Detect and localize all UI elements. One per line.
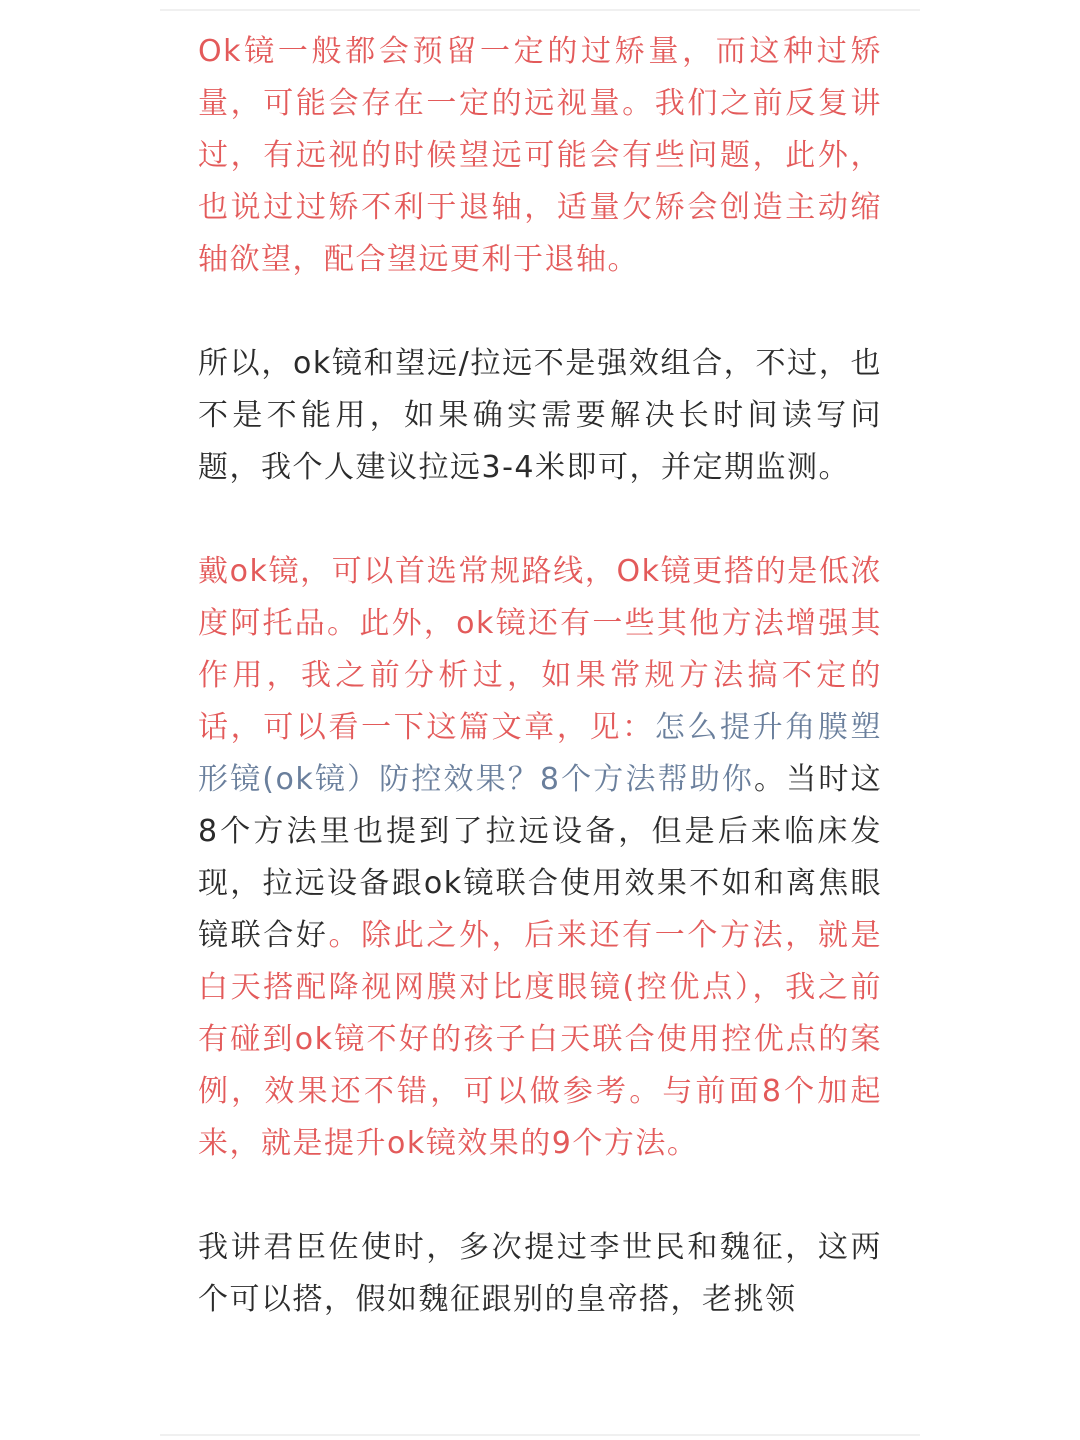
- paragraph-1: Ok镜一般都会预留一定的过矫量，而这种过矫量，可能会存在一定的远视量。我们之前反复讲过，有远视的时候望远可能会有些问题，此外，也说过过矫不利于退轴，适量欠矫会创造主动缩轴欲望，配合望远更利于退轴。: [198, 34, 882, 277]
- paragraph-gap: [198, 1170, 882, 1222]
- paragraph-3-punctuation: 。: [754, 762, 787, 797]
- paragraph-gap: [198, 286, 882, 338]
- paragraph-gap: [198, 494, 882, 546]
- top-divider: [160, 9, 920, 11]
- paragraph-3-red-text: 戴ok镜，可以首选常规路线，Ok镜更搭的是低浓度阿托品。此外，ok镜还有一些其他方法增强其作用，我之前分析过，如果常规方法搞不定的话，可以看一下这篇文章，见：: [198, 554, 882, 745]
- bottom-divider: [160, 1434, 920, 1436]
- article-link[interactable]: 怎么提升角膜塑形镜(ok镜）防控效果？8个方法帮助你: [198, 710, 882, 797]
- paragraph-2: 所以，ok镜和望远/拉远不是强效组合，不过，也不是不能用，如果确实需要解决长时间读写问题，我个人建议拉远3-4米即可，并定期监测。: [198, 346, 882, 485]
- paragraph-3-red-text-2: 。除此之外，后来还有一个方法，就是白天搭配降视网膜对比度眼镜(控优点），我之前有碰到ok镜不好的孩子白天联合使用控优点的案例，效果还不错，可以做参考。与前面8个加起来，就是提升ok镜效果的9个方法。: [198, 918, 882, 1161]
- paragraph-4: 我讲君臣佐使时，多次提过李世民和魏征，这两个可以搭，假如魏征跟别的皇帝搭，老挑领: [198, 1230, 882, 1317]
- article-body: [198, 26, 882, 1432]
- paragraph-3-body-text: 当时这8个方法里也提到了拉远设备，但是后来临床发现，拉远设备跟ok镜联合使用效果不如和离焦眼镜联合好: [198, 762, 882, 953]
- paragraph-3: [198, 546, 882, 1170]
